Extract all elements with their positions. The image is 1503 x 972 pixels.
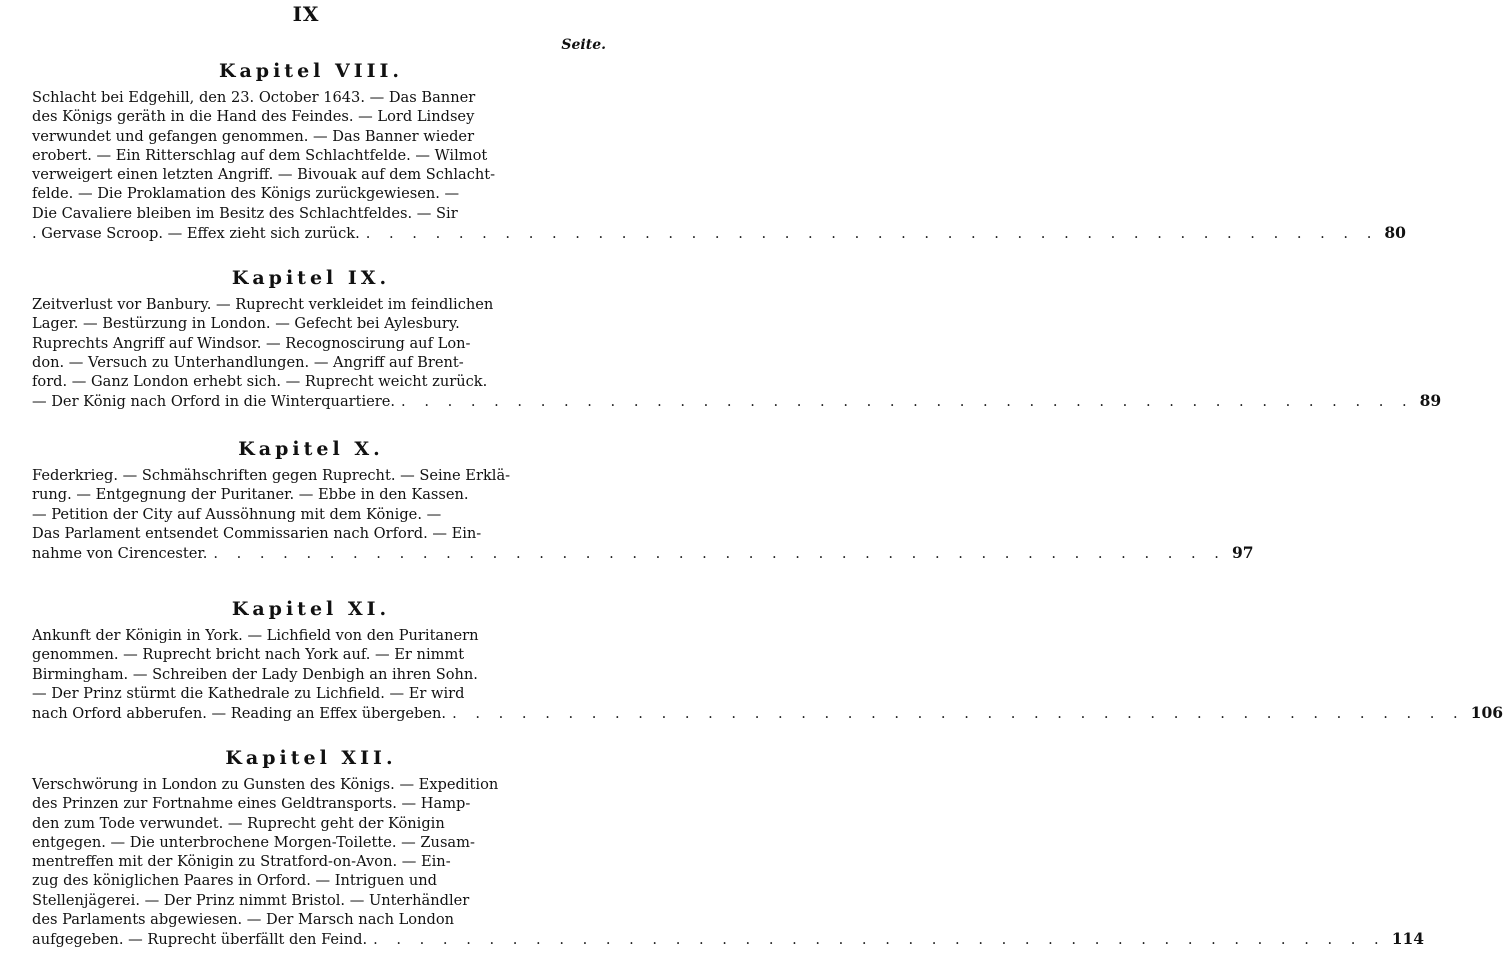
summary-line: nahme von Cirencester. <box>32 545 208 563</box>
summary-line: entgegen. — Die unterbrochene Morgen-Toilette. — Zusam- <box>32 833 475 851</box>
summary-line: genommen. — Ruprecht bricht nach York auf. — Er nimmt <box>32 646 465 664</box>
dot-leader: . . . . . . . . . . . . . . . . . . . . . . . . . . . . . . . . . . . . . . . . . . . . <box>373 931 1386 949</box>
summary-line: Lager. — Bestürzung in London. — Gefecht bei Aylesbury. <box>32 315 460 333</box>
chapter-title: Kapitel XI. <box>231 598 391 620</box>
summary-line: rung. — Entgegnung der Puritaner. — Ebbe in den Kassen. <box>32 486 469 504</box>
summary-line: Stellenjägerei. — Der Prinz nimmt Bristol. — Unterhändler <box>32 891 470 909</box>
chapter-title: Kapitel VIII. <box>218 60 404 82</box>
summary-line: ford. — Ganz London erhebt sich. — Ruprecht weicht zurück. <box>32 373 488 391</box>
seite-column-label: Seite. <box>561 37 606 53</box>
dot-leader: . . . . . . . . . . . . . . . . . . . . . . . . . . . . . . . . . . . . . . . . . . . . <box>365 225 1379 243</box>
summary-line: verweigert einen letzten Angriff. — Bivouak auf dem Schlacht- <box>32 166 496 184</box>
summary-line: felde. — Die Proklamation des Königs zurückgewiesen. — <box>32 185 460 203</box>
summary-line: — Der Prinz stürmt die Kathedrale zu Lichfield. — Er wird <box>32 684 465 702</box>
chapter-summary <box>32 626 1503 723</box>
chapter-12 <box>0 747 1425 950</box>
page-reference: 106 <box>1470 703 1503 723</box>
chapter-10 <box>0 438 1254 563</box>
summary-line: Ruprechts Angriff auf Windsor. — Recognoscirung auf Lon- <box>32 334 471 352</box>
chapter-title: Kapitel X. <box>238 438 384 460</box>
dot-leader: . . . . . . . . . . . . . . . . . . . . . . . . . . . . . . . . . . . . . . . . . . . . <box>401 393 1414 411</box>
page-reference: 114 <box>1391 929 1425 949</box>
summary-line: verwundet und gefangen genommen. — Das Banner wieder <box>32 127 475 145</box>
chapter-summary <box>32 775 1425 950</box>
page-reference: 89 <box>1419 391 1442 411</box>
summary-last-line <box>32 223 1406 243</box>
summary-line: Birmingham. — Schreiben der Lady Denbigh an ihren Sohn. <box>32 665 478 683</box>
chapter-summary <box>32 295 1442 412</box>
chapter-summary <box>32 88 1406 243</box>
summary-line: Zeitverlust vor Banbury. — Ruprecht verkleidet im feindlichen <box>32 296 494 313</box>
chapter-title: Kapitel IX. <box>231 267 391 289</box>
dot-leader: . . . . . . . . . . . . . . . . . . . . . . . . . . . . . . . . . . . . . . . . . . . . <box>452 705 1465 723</box>
summary-line: don. — Versuch zu Unterhandlungen. — Angriff auf Brent- <box>32 353 464 371</box>
summary-line: des Parlaments abgewiesen. — Der Marsch nach London <box>32 911 455 929</box>
chapter-8 <box>0 60 1406 243</box>
summary-line: mentreffen mit der Königin zu Stratford-on-Avon. — Ein- <box>32 853 451 871</box>
dot-leader: . . . . . . . . . . . . . . . . . . . . . . . . . . . . . . . . . . . . . . . . . . . . <box>213 545 1226 563</box>
page-number-roman: IX <box>292 2 320 26</box>
summary-line: erobert. — Ein Ritterschlag auf dem Schlachtfelde. — Wilmot <box>32 146 488 164</box>
summary-line: . Gervase Scroop. — Effex zieht sich zurück. <box>32 225 360 243</box>
summary-line: aufgegeben. — Ruprecht überfällt den Feind. <box>32 931 368 949</box>
summary-last-line <box>32 929 1425 949</box>
chapter-summary <box>32 466 1254 563</box>
summary-line: Federkrieg. — Schmähschriften gegen Ruprecht. — Seine Erklä- <box>32 467 511 484</box>
summary-line: Verschwörung in London zu Gunsten des Königs. — Expedition <box>32 776 499 793</box>
summary-line: zug des königlichen Paares in Orford. — Intriguen und <box>32 872 437 890</box>
summary-last-line <box>32 543 1254 563</box>
chapter-title: Kapitel XII. <box>225 747 397 769</box>
chapter-9 <box>0 267 1442 412</box>
summary-line: des Prinzen zur Fortnahme eines Geldtransports. — Hamp- <box>32 795 471 813</box>
summary-line: des Königs geräth in die Hand des Feindes. — Lord Lindsey <box>32 108 475 126</box>
summary-line: Das Parlament entsendet Commissarien nach Orford. — Ein- <box>32 524 482 542</box>
summary-line: nach Orford abberufen. — Reading an Effex übergeben. <box>32 705 447 723</box>
summary-last-line <box>32 703 1503 723</box>
page-reference: 97 <box>1231 543 1254 563</box>
chapter-11 <box>0 598 1503 723</box>
summary-line: — Petition der City auf Aussöhnung mit dem Könige. — <box>32 505 442 523</box>
page-reference: 80 <box>1384 223 1406 243</box>
summary-line: Ankunft der Königin in York. — Lichfield von den Puritanern <box>32 627 479 644</box>
summary-line: — Der König nach Orford in die Winterquartiere. <box>32 393 396 411</box>
summary-line: Die Cavaliere bleiben im Besitz des Schlachtfeldes. — Sir <box>32 204 458 222</box>
summary-line: Schlacht bei Edgehill, den 23. October 1643. — Das Banner <box>32 89 476 106</box>
summary-last-line <box>32 391 1442 411</box>
summary-line: den zum Tode verwundet. — Ruprecht geht der Königin <box>32 814 445 832</box>
